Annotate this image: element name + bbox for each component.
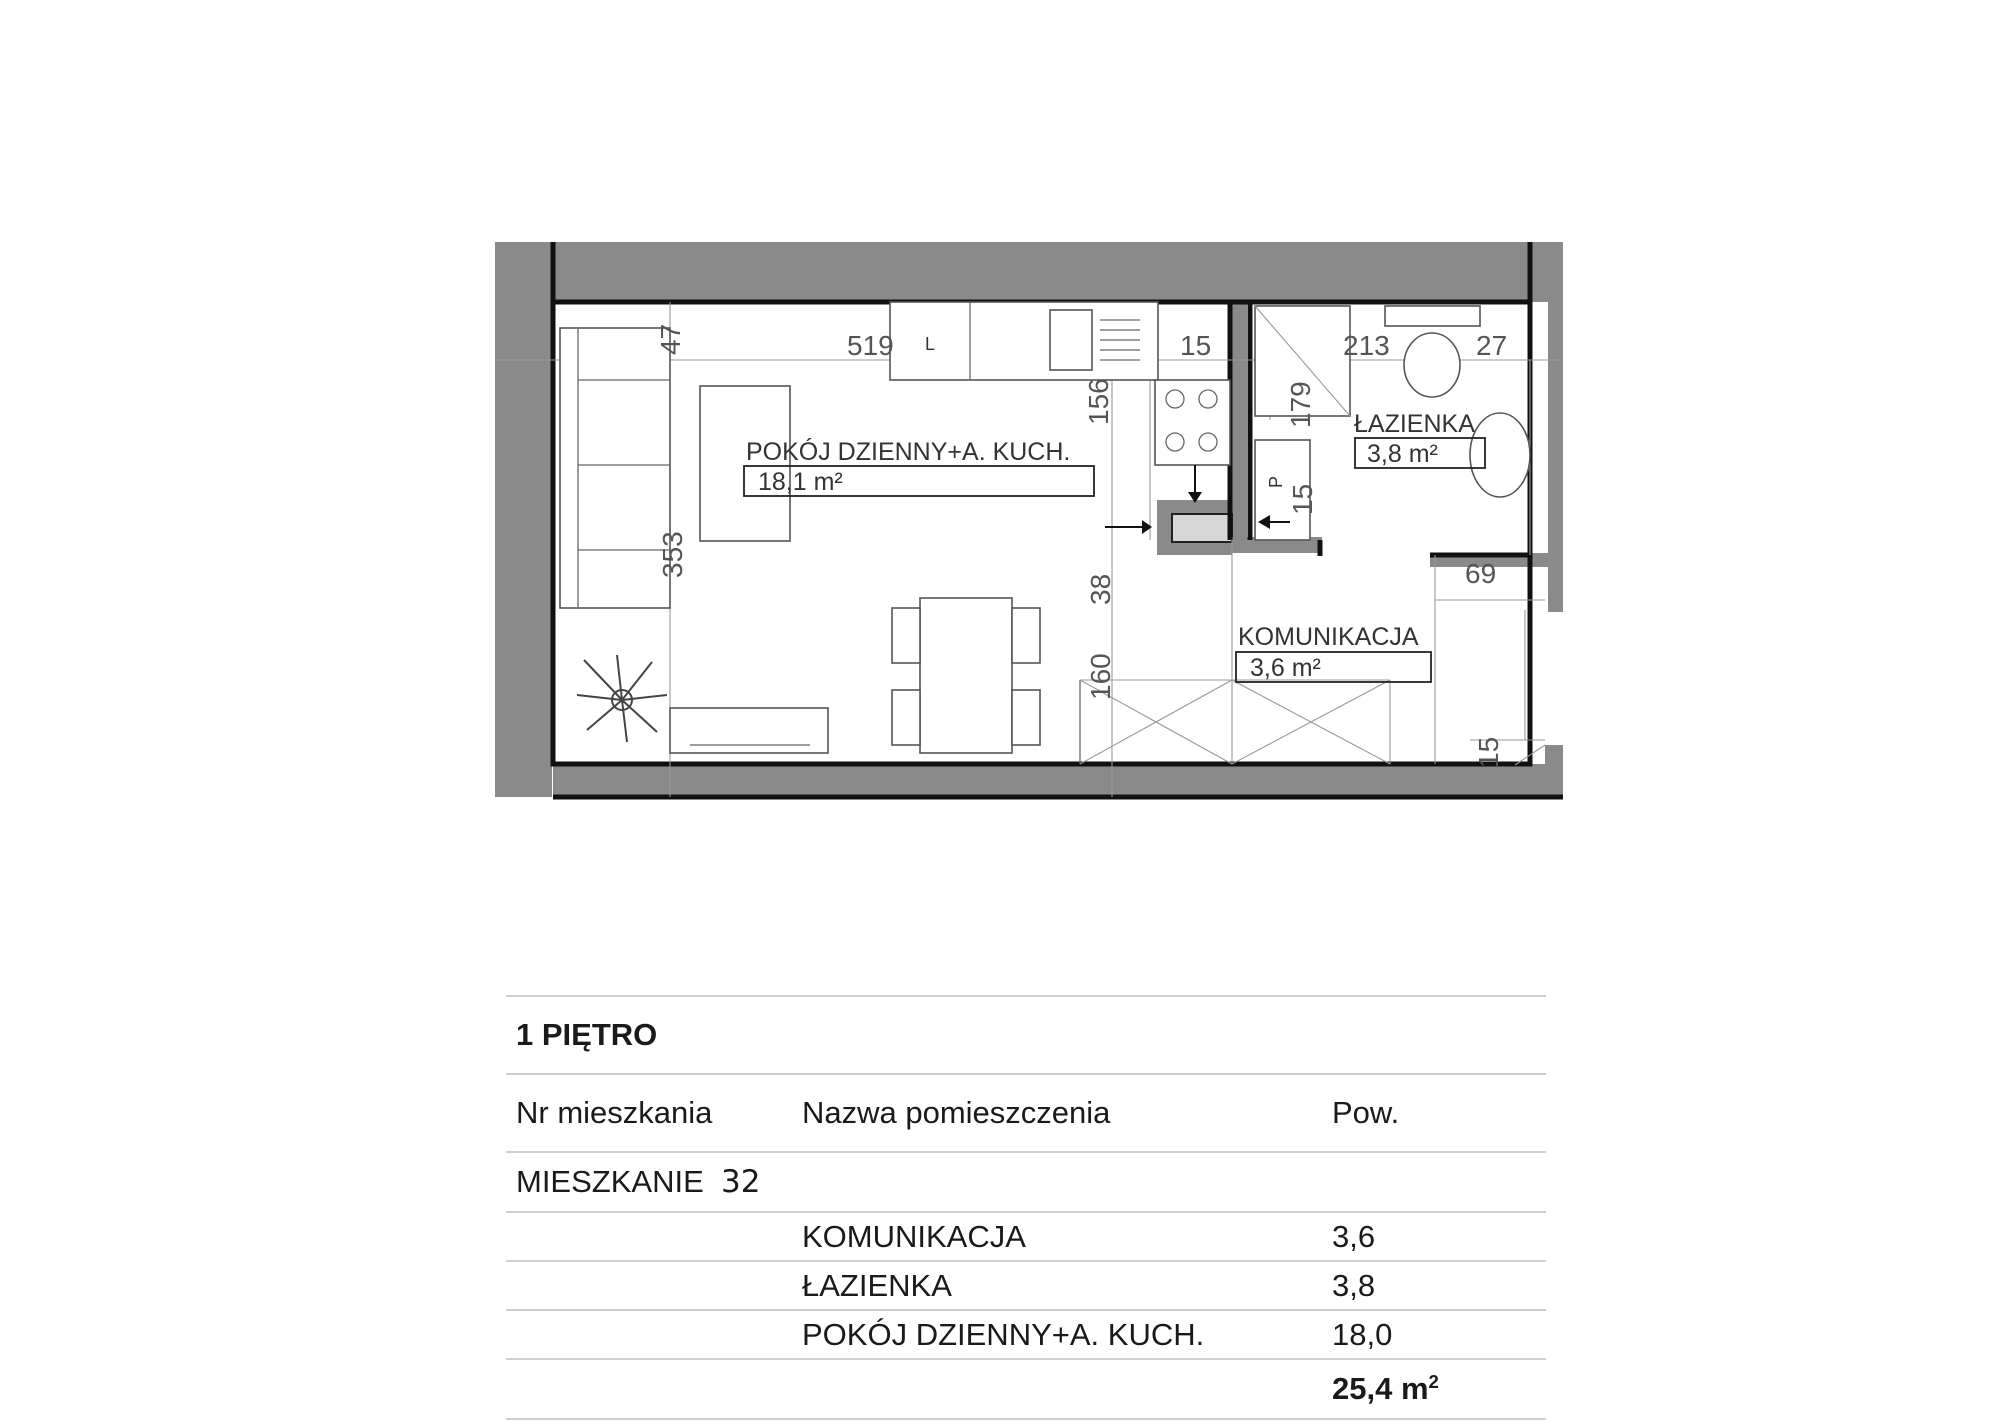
dimension-label: 160 xyxy=(1085,653,1116,700)
table-row xyxy=(506,1211,1546,1260)
apartment-number: 32 xyxy=(721,1164,761,1200)
room-area-table xyxy=(506,995,1546,1420)
table-row xyxy=(506,1309,1546,1358)
room-area-cell: 3,6 xyxy=(1332,1218,1376,1254)
cooktop xyxy=(1155,380,1230,465)
room-name-cell: KOMUNIKACJA xyxy=(802,1218,1026,1254)
kitchen-sink xyxy=(1050,310,1092,370)
room-name-cell: ŁAZIENKA xyxy=(802,1267,952,1303)
dimension-label: 27 xyxy=(1476,330,1508,361)
dimension-label: 69 xyxy=(1465,558,1497,589)
dimension-label: 15 xyxy=(1180,330,1212,361)
room-name-cell: POKÓJ DZIENNY+A. KUCH. xyxy=(802,1316,1205,1352)
table-header-row xyxy=(506,1073,1546,1151)
plant-icon xyxy=(577,655,667,742)
total-row xyxy=(506,1358,1546,1420)
dimension-label: 213 xyxy=(1343,330,1390,361)
dimension-label: 47 xyxy=(655,323,686,355)
header-apartment-number: Nr mieszkania xyxy=(516,1095,713,1130)
dining-table xyxy=(920,598,1012,753)
apartment-label xyxy=(516,1164,760,1200)
table-row xyxy=(506,1260,1546,1309)
room-name-living: POKÓJ DZIENNY+A. KUCH. xyxy=(746,438,1071,466)
toilet-tank xyxy=(1385,306,1480,326)
room-area-bathroom: 3,8 m² xyxy=(1367,440,1438,468)
room-area-cell: 18,0 xyxy=(1332,1316,1393,1352)
total-area xyxy=(1332,1371,1439,1407)
tv-cabinet xyxy=(670,708,828,753)
total-unit: m xyxy=(1400,1371,1429,1407)
dimension-label: 38 xyxy=(1085,573,1116,605)
room-name-hall: KOMUNIKACJA xyxy=(1238,623,1419,651)
room-name-bathroom: ŁAZIENKA xyxy=(1354,410,1475,438)
sink-label: L xyxy=(925,334,936,354)
washbasin xyxy=(1470,413,1530,497)
dimension-label: 179 xyxy=(1285,381,1316,428)
dimension-label: 353 xyxy=(657,531,688,578)
header-area: Pow. xyxy=(1332,1095,1400,1130)
floor-row xyxy=(506,995,1546,1073)
apartment-label-text: MIESZKANIE xyxy=(516,1164,704,1199)
total-unit-exponent: 2 xyxy=(1428,1370,1439,1392)
furniture xyxy=(560,302,1530,753)
room-area-living: 18,1 m² xyxy=(758,468,843,496)
sofa xyxy=(560,328,670,608)
room-labels xyxy=(744,334,1485,682)
floor-title: 1 PIĘTRO xyxy=(516,1017,658,1052)
total-value: 25,4 xyxy=(1332,1371,1393,1407)
dimension-label: 156 xyxy=(1083,378,1114,425)
dimension-label: 519 xyxy=(847,330,894,361)
apartment-row xyxy=(506,1151,1546,1211)
room-area-hall: 3,6 m² xyxy=(1250,654,1321,682)
room-area-cell: 3,8 xyxy=(1332,1267,1376,1303)
header-room-name: Nazwa pomieszczenia xyxy=(802,1095,1111,1130)
dimension-label: 15 xyxy=(1473,736,1504,768)
toilet-bowl xyxy=(1404,333,1460,397)
vent-label: P xyxy=(1266,475,1286,488)
dimension-label: 15 xyxy=(1287,483,1318,515)
